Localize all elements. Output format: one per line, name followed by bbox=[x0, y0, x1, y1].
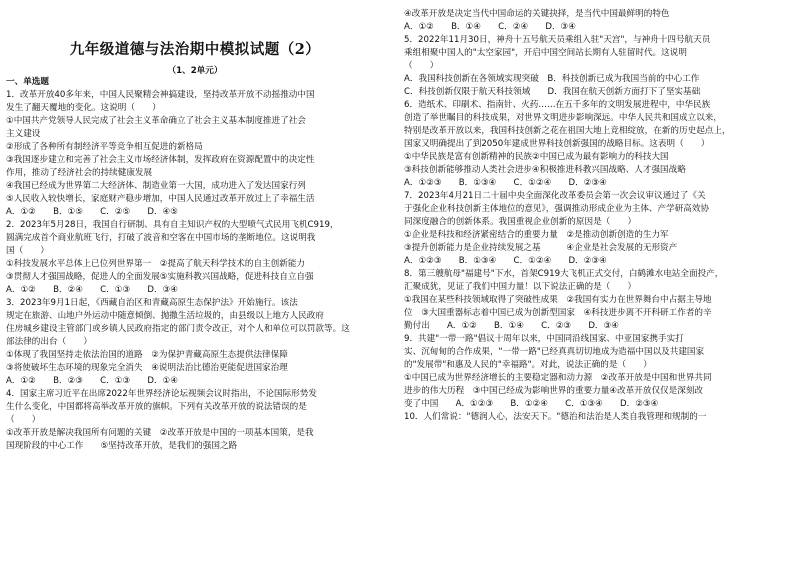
right-text-line: 勤付出 A．①② B．①④ C．②③ D．③④ bbox=[404, 321, 619, 331]
left-text-line: ③贯彻人才强国战略，促进人的全面发展⑤实施科教兴国战略，促进科技自立自强 bbox=[6, 272, 314, 282]
section-heading: 一、单选题 bbox=[6, 77, 49, 87]
left-text-line: 规定在旅游、山地户外运动中随意倾倒、抛撒生活垃圾的，由县级以上地方人民政府 bbox=[6, 311, 324, 321]
left-text-line: 主义建设 bbox=[6, 129, 41, 139]
right-text-line: 5．2022年11月30日，神舟十五号航天员乘组入驻"天宫"，与神舟十四号航天员 bbox=[404, 35, 711, 45]
left-text-line: 发生了翻天覆地的变化。这说明（ ） bbox=[6, 103, 161, 113]
right-text-line: 特别是改革开放以来，我国科技创新之花在祖国大地上竞相绽放，在新的历史起点上， bbox=[404, 126, 731, 136]
left-text-line: 国现阶段的中心工作 ⑤坚持改革开放，是我们的强国之路 bbox=[6, 441, 238, 451]
right-text-line: 8．第三艘航母"福建号"下水，首架C919大飞机正式交付，白鹤滩水电站全面投产， bbox=[404, 269, 724, 279]
left-text-line: 3．2023年9月1日起，《西藏自治区和青藏高原生态保护法》开始施行。该法 bbox=[6, 298, 298, 308]
left-text-line: 2．2023年5月28日，我国自行研制、具有自主知识产权的大型喷气式民用飞机C919， bbox=[6, 220, 339, 230]
right-text-line: 实、沉甸甸的合作成果，"一带一路"已经真真切切地成为造福中国以及共建国家 bbox=[404, 347, 705, 357]
right-text-line: ③科技创新能够推动人类社会进步④积极推进科教兴国战略、人才强国战略 bbox=[404, 165, 686, 175]
exam-subtitle: （1、2单元） bbox=[167, 66, 223, 76]
left-text-line: A．①② B．①⑤ C．②⑤ D．④⑤ bbox=[6, 207, 178, 217]
left-text-line: ⑤人民收入较快增长，家庭财产稳步增加，中国人民通过改革开放过上了幸福生活 bbox=[6, 194, 315, 204]
left-text-line: 国（ ） bbox=[6, 246, 49, 256]
left-text-line: ③将使破坏生态环境的现象完全消失 ④说明法治比德治更能促进国家治理 bbox=[6, 363, 288, 373]
right-text-line: 乘组相聚中国人的"太空家园"，开启中国空间站长期有人驻留时代。这说明 bbox=[404, 48, 687, 58]
left-text-line: 1．改革开放40多年来，中国人民聚精会神搞建设，坚持改革开放不动摇推动中国 bbox=[6, 90, 315, 100]
right-text-line: 同深度融合的创新体系。我国重视企业创新的原因是（ ） bbox=[404, 217, 637, 227]
right-text-line: 的"发展带"和惠及人民的"幸福路"。对此，说法正确的是（ ） bbox=[404, 360, 652, 370]
right-text-line: 9．共建"一带一路"倡议十周年以来，中国同沿线国家、中亚国家携手实打 bbox=[404, 334, 684, 344]
right-text-line: 6．造纸术、印刷术、指南针、火药……在五千多年的文明发展进程中，中华民族 bbox=[404, 100, 711, 110]
right-text-line: ③提升创新能力是企业持续发展之基 ④企业是社会发展的无形资产 bbox=[404, 243, 678, 253]
right-text-line: A．①② B．①④ C．②④ D．③④ bbox=[404, 22, 576, 32]
left-column bbox=[6, 34, 398, 453]
left-text-line: 圆满完成首个商业航班飞行，打破了波音和空客在中国市场的垄断地位。这说明我 bbox=[6, 233, 316, 243]
right-text-line: A．①②③ B．①③④ C．①②④ D．②③④ bbox=[404, 178, 607, 188]
left-text-line: （ ） bbox=[6, 415, 41, 425]
left-text-line: 生什么变化，中国都将高举改革开放的旗帜。下列有关改革开放的说法错误的是 bbox=[6, 402, 307, 412]
right-text-line: ①中国已成为世界经济增长的主要稳定器和动力源 ②改革开放是中国和世界共同 bbox=[404, 373, 712, 383]
left-text-line: 4．国家主席习近平在出席2022年世界经济论坛视频会议时指出，不论国际形势发 bbox=[6, 389, 317, 399]
right-text-line: A．我国科技创新在各领域实现突破 B．科技创新已成为我国当前的中心工作 bbox=[404, 74, 700, 84]
left-text-line: ①科技发展水平总体上已位列世界第一 ②提高了航天科学技术的自主创新能力 bbox=[6, 259, 306, 269]
right-column bbox=[404, 8, 788, 424]
left-text-line: 部法律的出台（ ） bbox=[6, 337, 92, 347]
exam-title: 九年级道德与法治期中模拟试题（2） bbox=[69, 41, 321, 58]
right-text-line: 10．人们常说："德润人心，法安天下。"德治和法治是人类自我管理和规制的一 bbox=[404, 412, 707, 422]
left-text-line: ①中国共产党领导人民完成了社会主义革命确立了社会主义基本制度推进了社会 bbox=[6, 116, 306, 126]
left-text-line: 住房城乡建设主管部门或乡镇人民政府指定的部门责令改正，对个人和单位可以罚款等。这 bbox=[6, 324, 350, 334]
left-text-line: ①改革开放是解决我国所有问题的关键 ②改革开放是中国的一项基本国策，是我 bbox=[6, 428, 314, 438]
right-text-line: 于强化企业科技创新主体地位的意见》，强调推动形成企业为主体、产学研高效协 bbox=[404, 204, 710, 214]
right-text-line: C．科技创新仅限于航天科技领域 D．我国在航天创新方面打下了坚实基础 bbox=[404, 87, 701, 97]
right-text-line: 创造了举世瞩目的科技成果，对世界文明进步影响深远。中华人民共和国成立以来， bbox=[404, 113, 722, 123]
right-text-line: （ ） bbox=[404, 61, 439, 71]
right-text-line: 汇聚成犹，见证了我们中国力量！以下说法正确的是（ ） bbox=[404, 282, 637, 292]
right-text-line: A．①②③ B．①③④ C．①②④ D．②③④ bbox=[404, 256, 607, 266]
left-text-line: ①体现了我国坚持走依法治国的道路 ②为保护青藏高原生态提供法律保障 bbox=[6, 350, 288, 360]
right-text-line: 进步的伟大历程 ③中国已经成为影响世界的重要力量④改革开放仅仅是深刻改 bbox=[404, 386, 704, 396]
right-text-line: ①企业是科技和经济紧密结合的重要力量 ②是推动创新创造的生力军 bbox=[404, 230, 669, 240]
left-text-line: 作用，推动了经济社会的持续健康发展 bbox=[6, 168, 153, 178]
left-text-line: A．①② B．②④ C．①③ D．③④ bbox=[6, 285, 178, 295]
right-text-line: ①我国在某些科技领域取得了突破性成果 ②我国有实力在世界舞台中占据主导地 bbox=[404, 295, 712, 305]
left-text-line: ③我国逐步建立和完善了社会主义市场经济体制，发挥政府在资源配置中的决定性 bbox=[6, 155, 315, 165]
left-text-line: ④我国已经成为世界第二大经济体、制造业第一大国，成功进入了发达国家行列 bbox=[6, 181, 306, 191]
right-text-line: 国家又明确提出了到2050年建成世界科技创新强国的战略目标。这表明（ ） bbox=[404, 139, 710, 149]
right-text-line: ④改革开放是决定当代中国命运的关键抉择，是当代中国最鲜明的特色 bbox=[404, 9, 670, 19]
right-text-line: ①中华民族是富有创新精神的民族②中国已成为最有影响力的科技大国 bbox=[404, 152, 669, 162]
right-text-line: 7．2023年4月21日二十届中央全面深化改革委员会第一次会议审议通过了《关 bbox=[404, 191, 706, 201]
right-text-line: 位 ③大国重器标志着中国已成为创新型国家 ④科技进步离不开科研工作者的辛 bbox=[404, 308, 712, 318]
left-text-line: ②形成了各种所有制经济平等竞争相互促进的新格局 bbox=[6, 142, 203, 152]
left-text-line: A．①② B．②③ C．①③ D．①④ bbox=[6, 376, 178, 386]
right-text-line: 变了中国 A．①②③ B．①②④ C．①③④ D．②③④ bbox=[404, 399, 659, 409]
